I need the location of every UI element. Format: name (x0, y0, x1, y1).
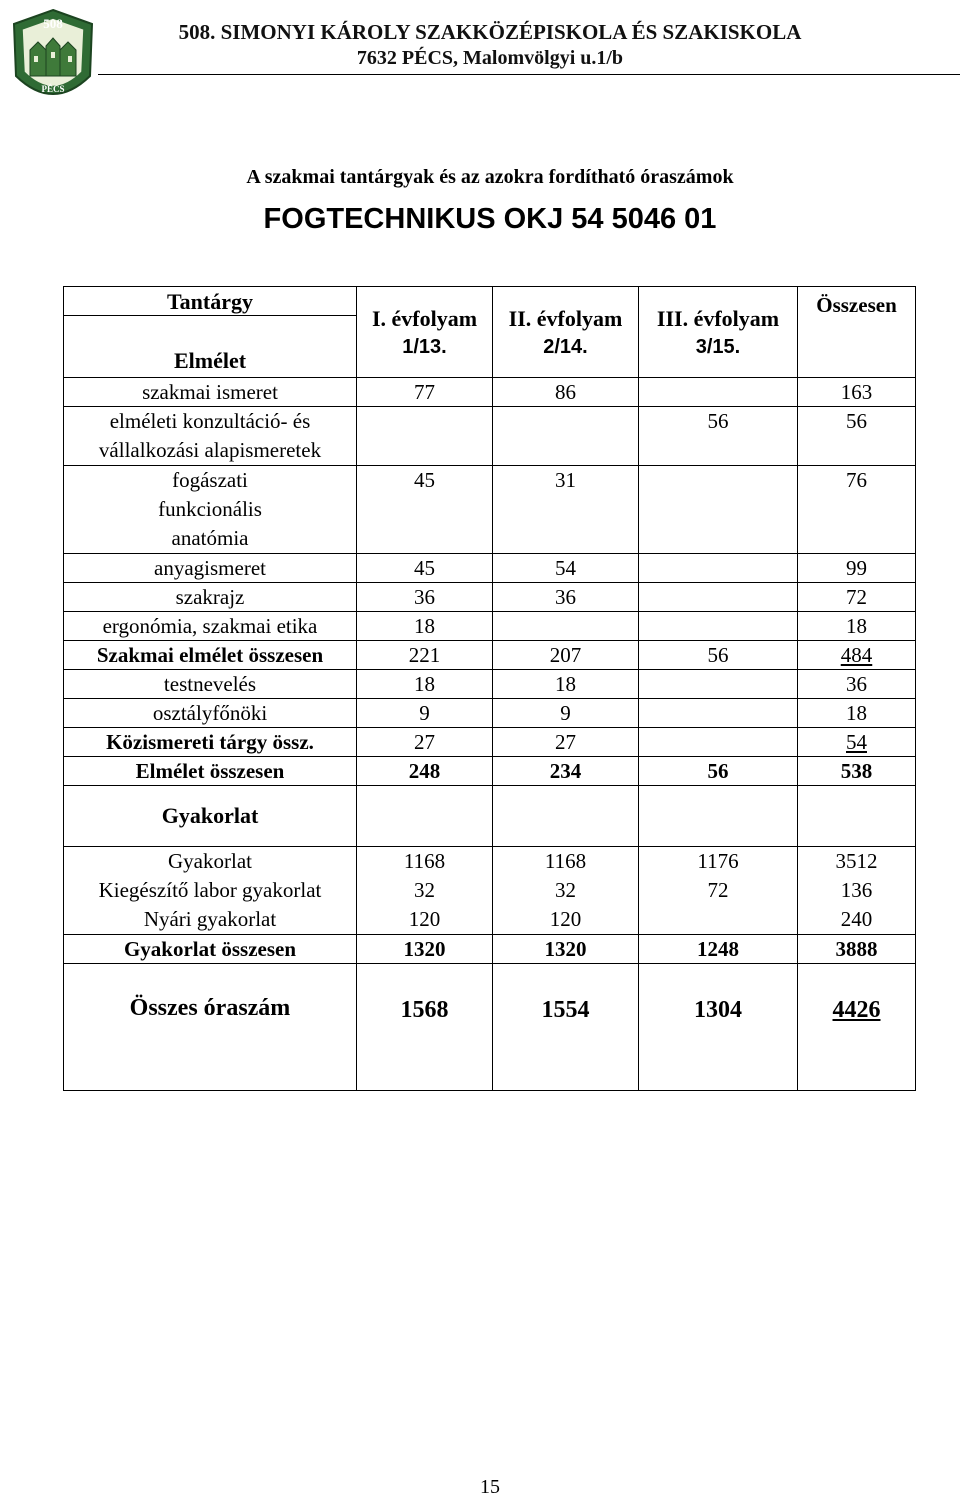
row-y2: 54 (493, 554, 639, 583)
table-row (64, 583, 916, 612)
row-y2: 31 (493, 466, 639, 554)
document-subtitle: A szakmai tantárgyak és az azokra fordítható óraszámok (246, 166, 734, 188)
row-name: Közismereti tárgy össz. (64, 728, 357, 757)
practice-section-row (64, 786, 916, 847)
year3-header (639, 287, 798, 378)
row-total: 76 (798, 466, 916, 554)
row-y2: 86 (493, 378, 639, 407)
row-name: szakmai ismeret (64, 378, 357, 407)
row-y3 (639, 554, 798, 583)
row-y2: 32 (555, 878, 576, 902)
row-name: Kiegészítő labor gyakorlat (98, 878, 322, 902)
year2-label: II. évfolyam (508, 306, 623, 331)
row-name: Gyakorlat (168, 849, 252, 873)
row-y1 (357, 407, 493, 466)
empty-cell (493, 786, 639, 847)
table-row (64, 554, 916, 583)
row-y1: 36 (357, 583, 493, 612)
table-row (64, 407, 916, 466)
row-y3 (639, 466, 798, 554)
row-total: 484 (798, 641, 916, 670)
row-name: Szakmai elmélet összesen (64, 641, 357, 670)
row-y1: 1320 (357, 935, 493, 964)
row-y2: 120 (549, 907, 582, 931)
row-y3: 1248 (639, 935, 798, 964)
row-y2: 9 (493, 699, 639, 728)
row-total: 36 (798, 670, 916, 699)
row-y1: 221 (357, 641, 493, 670)
total-header: Összesen (798, 287, 916, 378)
row-name: fogászati funkcionális anatómia (64, 466, 357, 554)
row-y3: 1176 (697, 849, 739, 873)
row-y2: 1320 (493, 935, 639, 964)
row-y2: 18 (493, 670, 639, 699)
row-y2: 234 (493, 757, 639, 786)
header-divider (98, 74, 960, 75)
row-total: 538 (798, 757, 916, 786)
row-name: testnevelés (64, 670, 357, 699)
logo-city: PÉCS (41, 84, 65, 94)
table-row (64, 670, 916, 699)
row-y1: 45 (357, 466, 493, 554)
year3-sublabel: 3/15. (695, 336, 741, 358)
document-title: FOGTECHNIKUS OKJ 54 5046 01 (263, 203, 717, 235)
theory-subtotal-row (64, 641, 916, 670)
row-y1: 18 (357, 612, 493, 641)
empty-cell (639, 786, 798, 847)
row-y1: 248 (357, 757, 493, 786)
row-y3 (639, 378, 798, 407)
row-name: Gyakorlat összesen (64, 935, 357, 964)
practice-rows (64, 847, 916, 935)
school-address: 7632 PÉCS, Malomvölgyi u.1/b (356, 47, 624, 69)
table-row (64, 612, 916, 641)
row-y3 (639, 612, 798, 641)
subject-header: Tantárgy (64, 287, 356, 316)
general-subtotal-row (64, 728, 916, 757)
practice-total (798, 847, 916, 935)
row-y1: 1568 (357, 964, 493, 1091)
row-total: 163 (798, 378, 916, 407)
row-y1: 32 (414, 878, 435, 902)
row-total: 54 (798, 728, 916, 757)
year2-header (493, 287, 639, 378)
practice-names (64, 847, 357, 935)
row-total: 3512 (835, 849, 878, 873)
row-total: 3888 (798, 935, 916, 964)
row-y3: 1304 (639, 964, 798, 1091)
practice-section-label: Gyakorlat (64, 786, 357, 847)
year3-label: III. évfolyam (656, 306, 780, 331)
row-y1: 9 (357, 699, 493, 728)
year1-label: I. évfolyam (371, 306, 478, 331)
school-logo (8, 6, 98, 114)
row-y1: 1168 (403, 849, 446, 873)
grand-total-row (64, 964, 916, 1091)
row-name: Nyári gyakorlat (143, 907, 277, 931)
row-name: szakrajz (64, 583, 357, 612)
row-total: 240 (840, 907, 873, 931)
empty-cell (798, 786, 916, 847)
row-name: anyagismeret (64, 554, 357, 583)
row-total: 18 (798, 612, 916, 641)
row-y2: 27 (493, 728, 639, 757)
page-number: 15 (480, 1476, 500, 1498)
practice-y3 (639, 847, 798, 935)
row-y2: 207 (493, 641, 639, 670)
subject-header-cell (64, 287, 357, 378)
practice-y2 (493, 847, 639, 935)
row-total: 99 (798, 554, 916, 583)
row-total: 4426 (798, 964, 916, 1091)
row-y1: 77 (357, 378, 493, 407)
year2-sublabel: 2/14. (543, 336, 588, 358)
row-y1: 27 (357, 728, 493, 757)
row-y2: 1554 (493, 964, 639, 1091)
row-y2 (493, 612, 639, 641)
table-header-row (64, 287, 916, 378)
row-total: 136 (840, 878, 873, 902)
theory-section-label: Elmélet (173, 348, 247, 373)
row-y3 (639, 699, 798, 728)
table-row (64, 466, 916, 554)
row-y3: 56 (639, 407, 798, 466)
row-name: elméleti konzultáció- és vállalkozási alapismeretek (64, 407, 357, 466)
row-y1: 45 (357, 554, 493, 583)
hours-table (63, 286, 916, 1091)
row-y2: 36 (493, 583, 639, 612)
theory-total-row (64, 757, 916, 786)
row-y3 (639, 670, 798, 699)
row-y3 (639, 728, 798, 757)
table-row (64, 699, 916, 728)
table-row (64, 378, 916, 407)
row-y1: 18 (357, 670, 493, 699)
row-total: 72 (798, 583, 916, 612)
row-name: Összes óraszám (64, 964, 357, 1091)
row-name: osztályfőnöki (64, 699, 357, 728)
practice-y1 (357, 847, 493, 935)
row-y3: 72 (707, 878, 729, 902)
logo-number: 508 (43, 16, 63, 31)
row-y2 (493, 407, 639, 466)
school-name: 508. SIMONYI KÁROLY SZAKKÖZÉPISKOLA ÉS SZAKISKOLA (178, 20, 802, 44)
row-y3 (639, 583, 798, 612)
row-y3: 56 (639, 757, 798, 786)
year1-sublabel: 1/13. (402, 336, 447, 358)
row-y3: 56 (639, 641, 798, 670)
practice-total-row (64, 935, 916, 964)
empty-cell (357, 786, 493, 847)
year1-header (357, 287, 493, 378)
row-total: 18 (798, 699, 916, 728)
row-name: ergonómia, szakmai etika (64, 612, 357, 641)
row-name: Elmélet összesen (64, 757, 357, 786)
row-y1: 120 (408, 907, 441, 931)
row-y2: 1168 (544, 849, 587, 873)
row-total: 56 (798, 407, 916, 466)
